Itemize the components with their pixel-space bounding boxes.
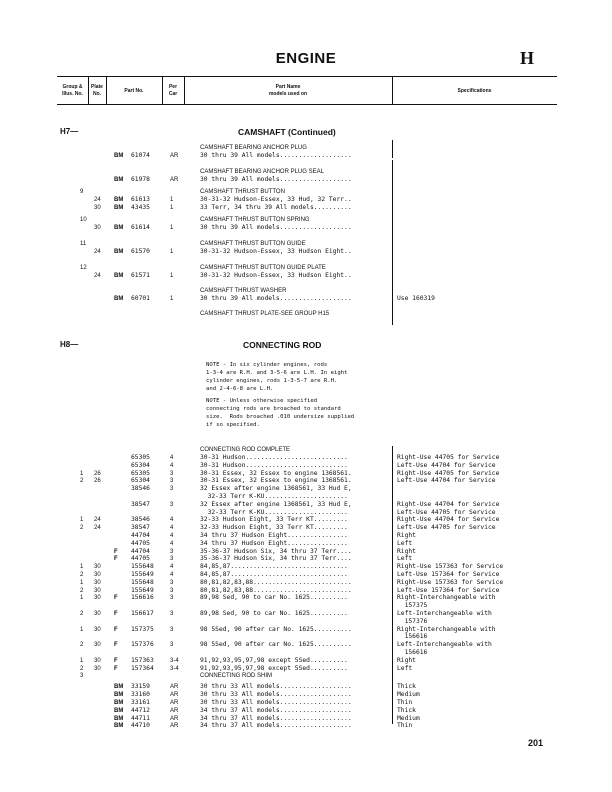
specification: Right <box>397 656 416 664</box>
per-car: 4 <box>170 525 174 532</box>
specification: Left-Use 44705 for Service <box>397 524 496 532</box>
models-used-on: 30 thru 33 All models................... <box>200 683 352 691</box>
models-used-on: 30-31 Hudson........................... <box>200 454 348 461</box>
models-used-on: 30-31 Essex, 32 Essex to engine 1368561. <box>200 477 352 485</box>
models-used-on: 33 Terr, 34 thru 39 All models.......... <box>200 204 352 211</box>
group-number: 2 <box>80 525 84 532</box>
per-car: 3 <box>170 478 174 485</box>
specification: Thin <box>397 722 413 730</box>
per-car: 3 <box>170 501 174 508</box>
per-car: 4 <box>170 462 174 469</box>
models-used-on: 30-31 Essex, 32 Essex to engine 1368561. <box>200 469 352 477</box>
specification: Use 160319 <box>397 295 435 302</box>
models-used-on: 30 thru 33 All models................... <box>200 699 352 706</box>
part-number: 44712 <box>131 706 150 714</box>
part-prefix: F <box>114 611 118 617</box>
part-number: 43435 <box>131 204 150 211</box>
per-car: 3 <box>170 579 174 586</box>
section-title-h7: CAMSHAFT (Continued) <box>238 127 336 137</box>
per-car: 3 <box>170 642 174 649</box>
per-car: 4 <box>170 572 174 578</box>
per-car: 3 <box>170 486 174 493</box>
part-number: 61614 <box>131 224 150 231</box>
header-group: Group & Illus. No. <box>62 84 83 97</box>
models-used-on: 32 Essex after engine 1368561, 33 Hud E, <box>200 485 352 493</box>
part-number: 44704 <box>131 547 150 555</box>
part-number: 157376 <box>131 641 154 649</box>
models-used-on: 91,92,93,95,97,98 except 5Sed.......... <box>200 656 348 664</box>
part-number: 157364 <box>131 664 154 672</box>
part-name: CAMSHAFT BEARING ANCHOR PLUG <box>200 145 307 151</box>
per-car: 3-4 <box>170 665 179 672</box>
group-number: 12 <box>80 265 87 271</box>
part-number: 44711 <box>131 714 150 722</box>
section-label-h8: H8— <box>60 340 79 349</box>
group-number: 1 <box>80 657 84 664</box>
per-car: AR <box>170 715 179 722</box>
specification: Left-Interchangeable with <box>397 610 492 617</box>
plate-number: 24 <box>94 517 101 524</box>
note-broaching: NOTE - Unless otherwise specified connecting rods are broached to standard size. Rods broached .010 undersize supplied if so specified. <box>206 398 355 428</box>
page-number: 201 <box>528 738 544 748</box>
part-name: CAMSHAFT THRUST PLATE-SEE GROUP H15 <box>200 311 330 317</box>
part-prefix: BM <box>114 225 124 231</box>
specification: Right-Use 44705 for Service <box>397 454 500 461</box>
part-number: 61978 <box>131 176 150 183</box>
models-used-on: 30-31-32 Hudson-Essex, 33 Hudson Eight.. <box>200 248 352 255</box>
specification: Right-Interchangeable with <box>397 594 496 602</box>
section-title-h8: CONNECTING ROD <box>243 340 322 350</box>
per-car: 1 <box>170 197 174 203</box>
plate-number: 30 <box>94 572 101 578</box>
part-number: 155648 <box>131 563 154 571</box>
group-number: 1 <box>80 579 84 586</box>
per-car: 1 <box>170 225 174 231</box>
specification: Right-Use 44705 for Service <box>397 469 500 477</box>
models-used-on: 32-33 Hudson Eight, 33 Terr KT......... <box>200 524 348 532</box>
models-used-on: 30 thru 39 All models................... <box>200 295 352 302</box>
per-car: 3 <box>170 626 174 633</box>
specification: Medium <box>397 714 420 722</box>
models-used-on: 30 thru 39 All models................... <box>200 224 352 231</box>
part-number: 61571 <box>131 272 150 279</box>
spec-divider <box>392 160 393 325</box>
specification: Left-Use 44704 for Service <box>397 477 496 485</box>
group-number: 2 <box>80 587 84 594</box>
models-used-on: 80,81,82,83,88.......................... <box>200 578 352 586</box>
models-used-on: 89,98 Sed, 90 to car No. 1625.......... <box>200 610 348 617</box>
part-prefix: F <box>114 657 118 664</box>
per-car: AR <box>170 153 179 159</box>
group-number: 9 <box>80 189 84 195</box>
part-number: 65305 <box>131 454 150 461</box>
per-car: AR <box>170 692 179 699</box>
part-name: CAMSHAFT THRUST BUTTON <box>200 189 285 195</box>
group-number: 11 <box>80 241 87 247</box>
part-number: 38547 <box>131 500 150 508</box>
specification: 157375 <box>397 602 428 610</box>
part-prefix: BM <box>114 197 124 203</box>
spec-divider <box>392 140 393 158</box>
group-number: 3 <box>80 673 84 680</box>
per-car: 3-4 <box>170 657 179 664</box>
part-number: 155649 <box>131 571 154 578</box>
models-used-on: 91,92,93,95,97,98 except 5Sed.......... <box>200 664 348 672</box>
group-number: 1 <box>80 470 84 477</box>
per-car: AR <box>170 700 179 706</box>
specification: Right <box>397 547 416 555</box>
specification: Left-Use 44704 for Service <box>397 461 496 469</box>
part-number: 44710 <box>131 722 150 730</box>
part-number: 61613 <box>131 196 150 203</box>
specification: Right-Use 157363 for Service <box>397 578 504 586</box>
models-used-on: 35-36-37 Hudson Six, 34 thru 37 Terr.... <box>200 547 352 555</box>
plate-number: 26 <box>94 470 101 477</box>
models-used-on: 30-31 Hudson........................... <box>200 461 348 469</box>
per-car: 1 <box>170 205 174 211</box>
part-number: 156616 <box>131 594 154 602</box>
header-per-car: Per Car <box>168 84 178 97</box>
specification: Right <box>397 532 416 539</box>
models-used-on: 84,85,87............................... <box>200 563 348 571</box>
spec-divider <box>392 446 393 724</box>
plate-number: 26 <box>94 478 101 485</box>
part-prefix: BM <box>114 205 124 211</box>
part-prefix: BM <box>114 684 124 691</box>
group-number: 1 <box>80 595 84 602</box>
part-prefix: BM <box>114 273 124 279</box>
part-number: 33159 <box>131 683 150 691</box>
per-car: 1 <box>170 296 174 302</box>
per-car: 1 <box>170 249 174 255</box>
part-number: 38546 <box>131 485 150 493</box>
part-prefix: F <box>114 626 118 633</box>
plate-number: 30 <box>94 611 101 617</box>
part-number: 157375 <box>131 625 154 633</box>
part-name: CAMSHAFT THRUST BUTTON GUIDE PLATE <box>200 265 326 271</box>
header-bottom-rule <box>57 104 557 105</box>
specification: Right-Interchangeable with <box>397 625 496 633</box>
part-number: 65305 <box>131 469 150 477</box>
per-car: 4 <box>170 517 174 524</box>
per-car: 1 <box>170 273 174 279</box>
specification: Left-Use 157364 for Service <box>397 571 500 578</box>
part-number: 44704 <box>131 532 150 539</box>
part-prefix: F <box>114 665 118 672</box>
per-car: 4 <box>170 564 174 571</box>
models-used-on: 34 thru 37 Hudson Eight................ <box>200 539 348 547</box>
part-name: CONNECTING ROD SHIM <box>200 673 272 680</box>
group-number: 2 <box>80 642 84 649</box>
header-part-name: Part Name models used on <box>268 84 308 97</box>
models-used-on: 34 thru 37 Hudson Eight................ <box>200 532 348 539</box>
plate-number: 30 <box>94 587 101 594</box>
group-number: 1 <box>80 564 84 571</box>
per-car: 4 <box>170 455 174 461</box>
plate-number: 24 <box>94 197 101 203</box>
part-name: CONNECTING ROD COMPLETE <box>200 447 291 453</box>
specification: 157376 <box>397 617 428 625</box>
header-top-rule <box>57 76 557 77</box>
part-prefix: BM <box>114 715 124 722</box>
header-plate: Plate No. <box>91 84 103 97</box>
models-used-on: 84,85,87............................... <box>200 571 348 578</box>
part-number: 65304 <box>131 461 150 469</box>
header-specifications: Specifications <box>457 88 492 94</box>
part-prefix: BM <box>114 177 124 183</box>
group-number: 1 <box>80 626 84 633</box>
models-used-on: 34 thru 37 All models................... <box>200 706 352 714</box>
specification: Left-Use 44705 for Service <box>397 508 496 516</box>
part-prefix: F <box>114 595 118 602</box>
part-number: 44705 <box>131 555 150 563</box>
specification: 156616 <box>397 633 428 641</box>
specification: Right-Use 44704 for Service <box>397 500 500 508</box>
models-used-on: 32-33 Terr K-KU...................... <box>200 508 348 516</box>
plate-number: 30 <box>94 626 101 633</box>
specification: Right-Use 157363 for Service <box>397 563 504 571</box>
part-number: 33160 <box>131 691 150 699</box>
group-number: 2 <box>80 478 84 485</box>
models-used-on: 98 5Sed, 90 after car No. 1625.......... <box>200 641 352 649</box>
models-used-on: 34 thru 37 All models................... <box>200 722 352 730</box>
per-car: 4 <box>170 540 174 547</box>
part-number: 155648 <box>131 578 154 586</box>
part-number: 44705 <box>131 539 150 547</box>
models-used-on: 30 thru 33 All models................... <box>200 691 352 699</box>
part-prefix: BM <box>114 296 124 302</box>
models-used-on: 34 thru 37 All models................... <box>200 714 352 722</box>
specification: Left <box>397 664 413 672</box>
part-number: 38547 <box>131 524 150 532</box>
per-car: 3 <box>170 595 174 602</box>
group-number: 2 <box>80 572 84 578</box>
specification: Left <box>397 555 413 563</box>
part-prefix: BM <box>114 153 124 159</box>
specification: 156616 <box>397 649 428 656</box>
part-prefix: BM <box>114 723 124 730</box>
part-prefix: BM <box>114 707 124 714</box>
part-name: CAMSHAFT THRUST WASHER <box>200 288 287 294</box>
models-used-on: 98 5Sed, 90 after car No. 1625.......... <box>200 625 352 633</box>
models-used-on: 32-33 Terr K-KU...................... <box>200 493 348 500</box>
part-prefix: BM <box>114 700 124 706</box>
specification: Thick <box>397 706 416 714</box>
part-number: 61074 <box>131 152 150 159</box>
part-name: CAMSHAFT THRUST BUTTON GUIDE <box>200 241 306 247</box>
part-number: 155649 <box>131 586 154 594</box>
models-used-on: 32 Essex after engine 1368561, 33 Hud E, <box>200 500 352 508</box>
part-number: 38546 <box>131 516 150 524</box>
part-number: 61570 <box>131 248 150 255</box>
specification: Left-Use 157364 for Service <box>397 586 500 594</box>
plate-number: 30 <box>94 595 101 602</box>
specification: Left <box>397 539 413 547</box>
part-number: 65304 <box>131 477 150 485</box>
per-car: 3 <box>170 470 174 477</box>
plate-number: 30 <box>94 564 101 571</box>
models-used-on: 80,81,82,83,88.......................... <box>200 586 352 594</box>
per-car: 3 <box>170 556 174 563</box>
specification: Right-Use 44704 for Service <box>397 516 500 524</box>
models-used-on: 89,98 Sed, 90 to car No. 1625.......... <box>200 594 348 602</box>
part-number: 157363 <box>131 656 154 664</box>
per-car: AR <box>170 707 179 714</box>
specification: Medium <box>397 691 420 699</box>
plate-number: 30 <box>94 665 101 672</box>
group-number: 2 <box>80 665 84 672</box>
plate-number: 30 <box>94 225 101 231</box>
part-name: CAMSHAFT THRUST BUTTON SPRING <box>200 217 310 223</box>
part-number: 60701 <box>131 295 150 302</box>
models-used-on: 30 thru 39 All models................... <box>200 176 352 183</box>
per-car: 4 <box>170 533 174 539</box>
plate-number: 24 <box>94 249 101 255</box>
models-used-on: 30-31-32 Hudson-Essex, 33 Hudson Eight.. <box>200 272 352 279</box>
note-rod-sides: NOTE - In six cylinder engines, rods 1-3-4 are R.H. and 3-5-6 are L.H. In eight cylinder engines, rods 1-3-5-7 are R.H. and 2-4-6-8 are L.H. <box>206 362 348 392</box>
group-number: 1 <box>80 517 84 524</box>
models-used-on: 30-31-32 Hudson-Essex, 33 Hud, 32 Terr.. <box>200 196 352 203</box>
part-number: 33161 <box>131 699 150 706</box>
section-letter: H <box>520 48 535 68</box>
per-car: AR <box>170 177 179 183</box>
group-number: 2 <box>80 611 84 617</box>
per-car: 3 <box>170 587 174 594</box>
part-prefix: F <box>114 556 118 563</box>
per-car: 3 <box>170 548 174 555</box>
part-prefix: F <box>114 548 118 555</box>
part-prefix: BM <box>114 249 124 255</box>
models-used-on: 30 thru 39 All models................... <box>200 152 352 159</box>
header-part-no: Part No. <box>124 88 144 94</box>
plate-number: 30 <box>94 579 101 586</box>
per-car: 3 <box>170 611 174 617</box>
specification: Thick <box>397 683 416 691</box>
per-car: AR <box>170 723 179 730</box>
part-prefix: BM <box>114 692 124 699</box>
specification: Left-Interchangeable with <box>397 641 492 649</box>
part-prefix: F <box>114 642 118 649</box>
plate-number: 24 <box>94 525 101 532</box>
plate-number: 30 <box>94 657 101 664</box>
part-name: CAMSHAFT BEARING ANCHOR PLUG SEAL <box>200 169 324 175</box>
plate-number: 30 <box>94 205 101 211</box>
per-car: AR <box>170 684 179 691</box>
specification: Thin <box>397 699 413 706</box>
section-label-h7: H7— <box>60 127 79 136</box>
models-used-on: 32-33 Hudson Eight, 33 Terr KT......... <box>200 516 348 524</box>
models-used-on: 35-36-37 Hudson Six, 34 thru 37 Terr.... <box>200 555 352 563</box>
page-title: ENGINE <box>275 50 337 67</box>
group-number: 10 <box>80 217 87 223</box>
part-number: 156617 <box>131 610 154 617</box>
plate-number: 24 <box>94 273 101 279</box>
plate-number: 30 <box>94 642 101 649</box>
